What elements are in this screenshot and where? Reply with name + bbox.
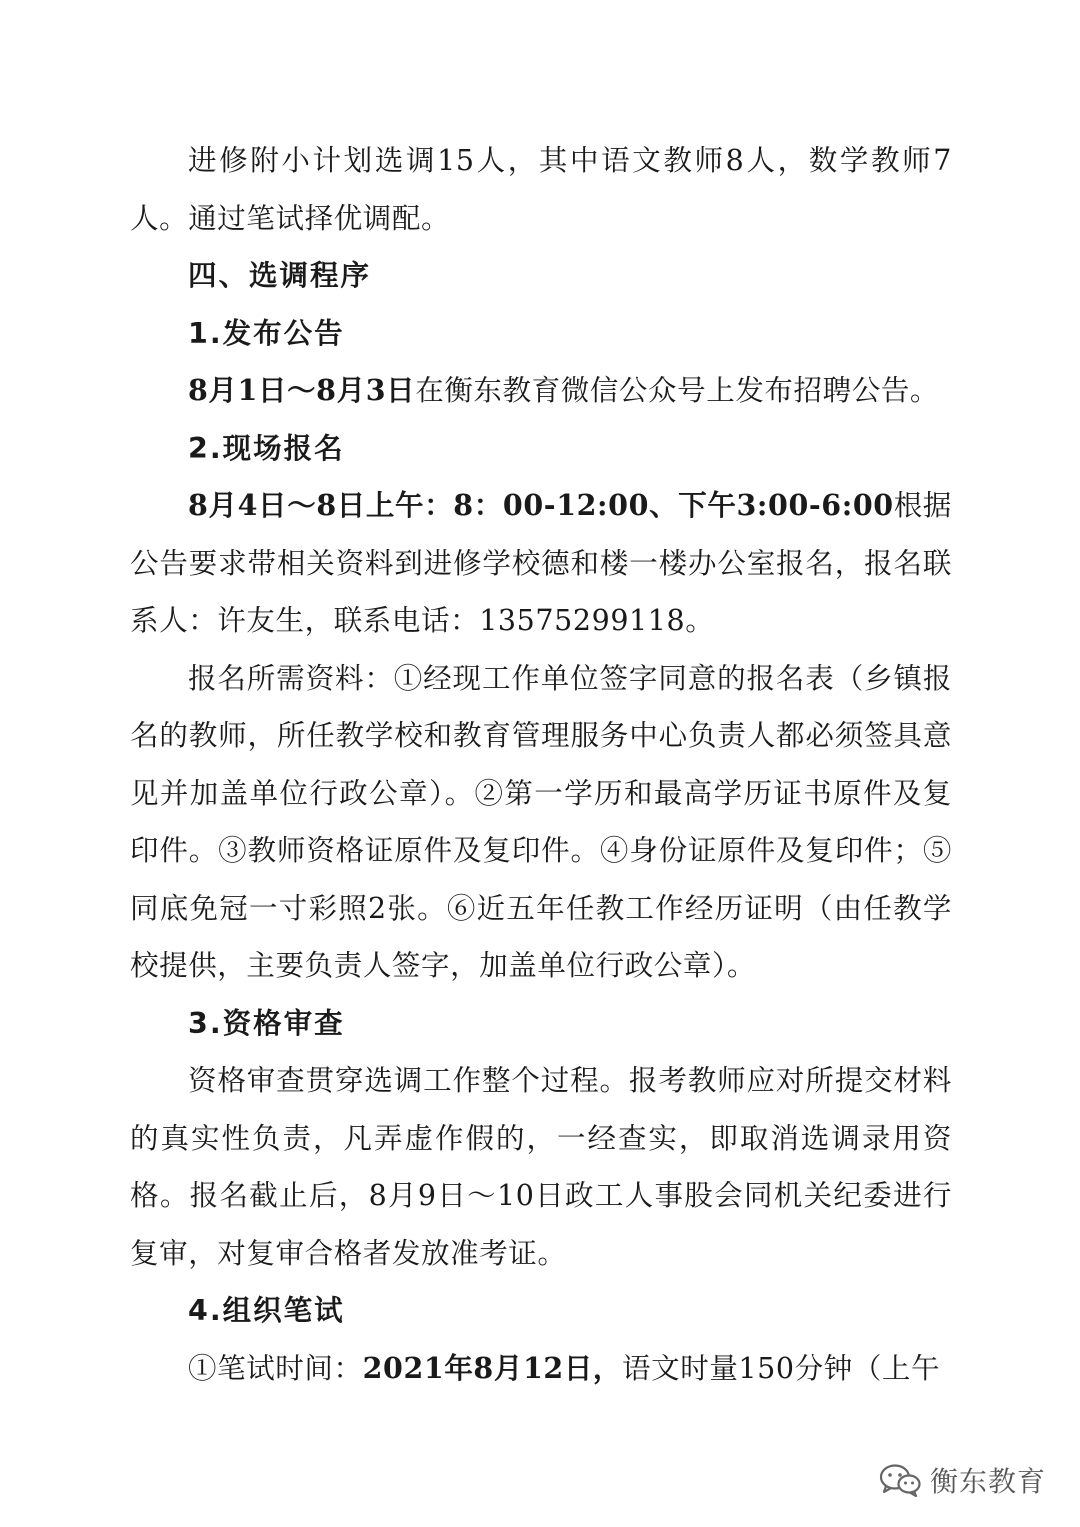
wechat-icon [878,1462,922,1498]
paragraph-exam-time [130,1340,952,1398]
paragraph-registration [130,477,952,650]
subheading-qualification-review: 3.资格审查 [188,1006,345,1040]
paragraph-qualification-review: 资格审查贯穿选调工作整个过程。报考教师应对所提交材料的真实性负责，凡弄虚作假的，一经查实，即取消选调录用资格。报名截止后，8月9日～10日政工人事股会同机关纪委进行复审，对复审合格者发放准考证。 [130,1064,952,1270]
section-heading-procedure: 四、选调程序 [188,259,372,292]
exam-time-label: ①笔试时间： [188,1351,363,1385]
paragraph-required-materials: 报名所需资料：①经现工作单位签字同意的报名表（乡镇报名的教师，所任教学校和教育管理服务中心负责人都必须签具意见并加盖单位行政公章）。②第一学历和最高学历证书原件及复印件。③教师资格证原件及复印件。④身份证原件及复印件；⑤同底免冠一寸彩照2张。⑥近五年任教工作经历证明（由任教学校提供，主要负责人签字，加盖单位行政公章）。 [130,661,952,982]
exam-date: 2021年8月12日， [362,1350,623,1385]
subheading-written-exam: 4.组织笔试 [188,1294,345,1327]
subheading-publish-notice: 1.发布公告 [188,316,345,350]
subheading-registration: 2.现场报名 [188,431,345,465]
publish-dates: 8月1日～8月3日 [188,373,416,407]
paragraph-publish-dates [130,362,952,420]
registration-detail: 根据公告要求带相关资料到进修学校德和楼一楼办公室报名，报名联系人：许友生，联系电话：13575299118。 [130,489,952,637]
wechat-watermark [878,1452,1046,1508]
paragraph-quota: 进修附小计划选调15人，其中语文教师8人，数学教师7人。通过笔试择优调配。 [130,144,952,235]
watermark-text: 衡东教育 [929,1465,1046,1498]
registration-times: 8月4日～8日上午：8：00-12:00、下午3:00-6:00 [188,488,894,522]
publish-detail: 在衡东教育微信公众号上发布招聘公告。 [415,374,940,407]
document-body [130,132,952,1397]
exam-duration: 语文时量150分钟（上午 [622,1351,941,1385]
